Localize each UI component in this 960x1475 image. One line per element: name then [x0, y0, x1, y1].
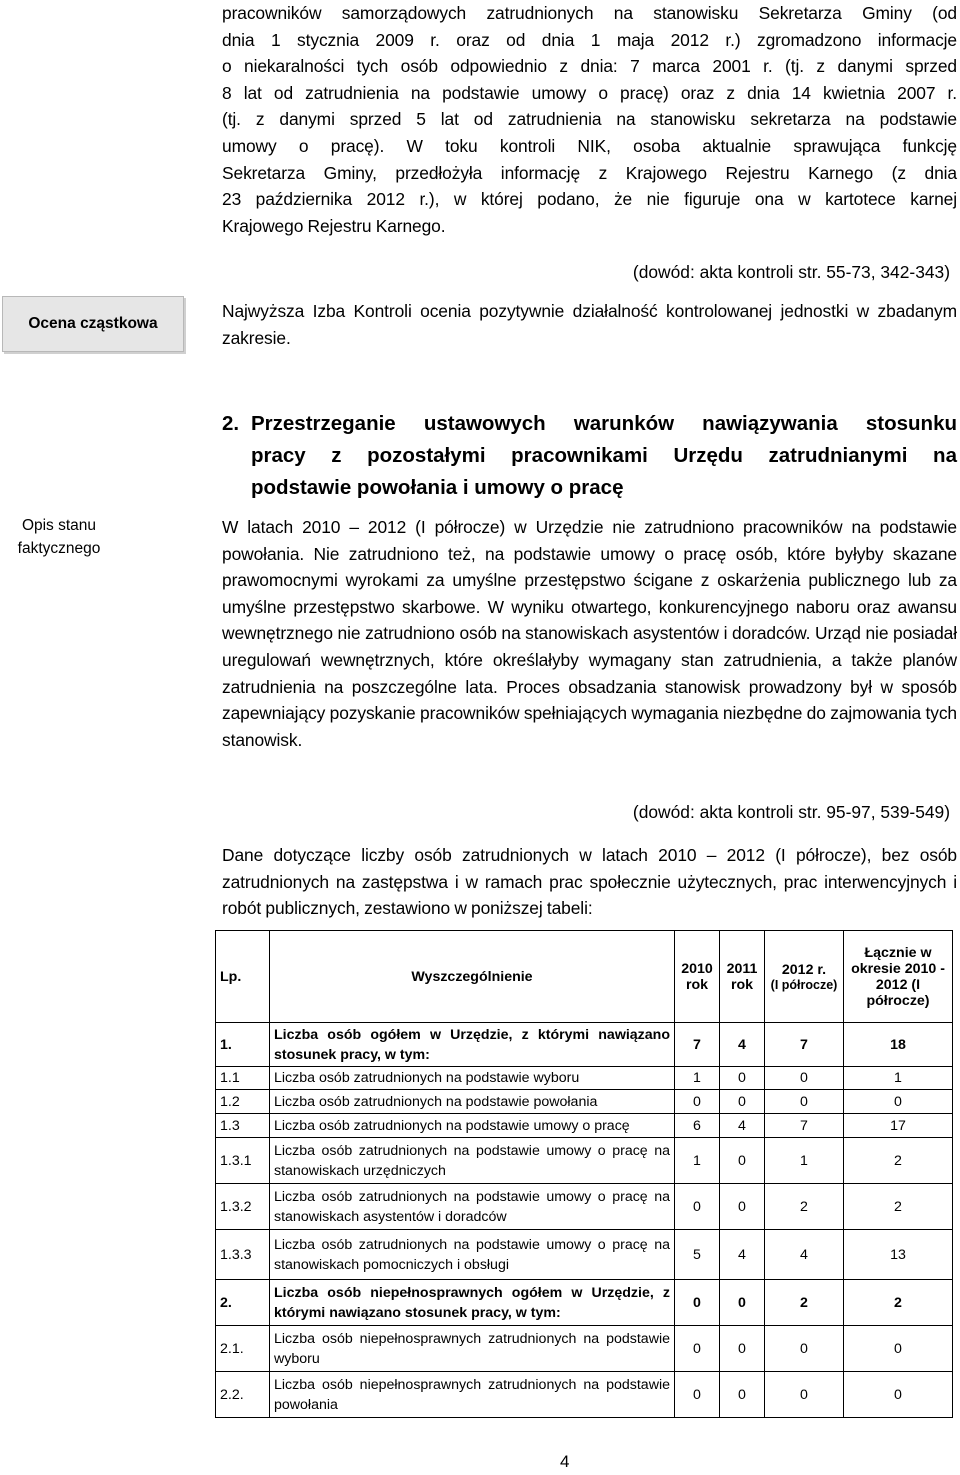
row-2012: 0	[765, 1326, 844, 1372]
row-description: Liczba osób zatrudnionych na podstawie powołania	[270, 1090, 675, 1114]
row-2011: 4	[720, 1023, 765, 1067]
intro-paragraph	[222, 0, 957, 239]
table-row	[216, 1184, 953, 1230]
row-2011: 4	[720, 1230, 765, 1280]
intro-line-8: 23 października 2012 r.), w której podano, że nie figuruje ona w kartotece karnej	[222, 189, 957, 210]
row-2011: 0	[720, 1280, 765, 1326]
row-2010: 1	[675, 1138, 720, 1184]
row-lp: 2.2.	[216, 1372, 270, 1418]
table-row	[216, 1114, 953, 1138]
row-description: Liczba osób niepełnosprawnych zatrudnionych na podstawie powołania	[270, 1372, 675, 1418]
row-2012: 7	[765, 1023, 844, 1067]
partial-assessment-text: Najwyższa Izba Kontroli ocenia pozytywnie działalność kontrolowanej jednostki w zbadanym zakresie.	[222, 301, 957, 348]
row-total: 2	[844, 1184, 953, 1230]
row-2011: 0	[720, 1326, 765, 1372]
employment-table	[215, 930, 953, 1418]
intro-line-4: 8 lat od zatrudnienia na podstawie umowy o pracę) oraz z dnia 14 kwietnia 2007 r.	[222, 82, 957, 103]
fact-description-label: Opis stanu faktycznego	[17, 517, 101, 557]
row-lp: 2.	[216, 1280, 270, 1326]
table-header-row	[216, 931, 953, 1023]
row-description: Liczba osób zatrudnionych na podstawie umowy o pracę	[270, 1114, 675, 1138]
row-lp: 1.1	[216, 1067, 270, 1090]
heading-line-3: podstawie powołania i umowy o pracę	[251, 476, 624, 499]
partial-assessment-label: Ocena cząstkowa	[2, 296, 184, 352]
row-2010: 0	[675, 1372, 720, 1418]
row-lp: 1.3	[216, 1114, 270, 1138]
header-2012-year: 2012 r.	[781, 961, 827, 978]
row-2011: 0	[720, 1090, 765, 1114]
row-total: 2	[844, 1138, 953, 1184]
row-lp: 1.3.1	[216, 1138, 270, 1184]
row-2010: 6	[675, 1114, 720, 1138]
row-lp: 1.	[216, 1023, 270, 1067]
row-total: 17	[844, 1114, 953, 1138]
intro-line-5: (tj. z danymi sprzed 5 lat od zatrudnienia na stanowisku sekretarza na podstawie	[222, 109, 957, 130]
row-2012: 2	[765, 1184, 844, 1230]
row-2012: 0	[765, 1067, 844, 1090]
row-lp: 1.3.2	[216, 1184, 270, 1230]
row-2011: 4	[720, 1114, 765, 1138]
row-2012: 2	[765, 1280, 844, 1326]
intro-line-1: pracowników samorządowych zatrudnionych na stanowisku Sekretarza Gminy (od	[222, 3, 957, 23]
header-2012-half: (I półrocze)	[770, 977, 838, 992]
row-total: 18	[844, 1023, 953, 1067]
intro-line-7: Sekretarza Gminy, przedłożyła informację z Krajowego Rejestru Karnego (z dnia	[222, 162, 957, 183]
table-row	[216, 1067, 953, 1090]
row-total: 13	[844, 1230, 953, 1280]
header-2010: 2010 rok	[675, 931, 720, 1023]
evidence-reference-1: (dowód: akta kontroli str. 55-73, 342-343)	[632, 262, 950, 282]
header-2012	[765, 931, 844, 1023]
heading-line-2: pracy z pozostałymi pracownikami Urzędu zatrudnianymi na	[251, 444, 957, 467]
intro-line-6: umowy o pracę). W toku kontroli NIK, osoba aktualnie sprawująca funkcję	[222, 135, 957, 156]
row-2010: 0	[675, 1090, 720, 1114]
row-total: 0	[844, 1090, 953, 1114]
header-lp: Lp.	[216, 931, 270, 1023]
row-lp: 1.2	[216, 1090, 270, 1114]
section-paragraph: W latach 2010 – 2012 (I półrocze) w Urzędzie nie zatrudniono pracowników na podstawie powołania. Nie zatrudniono też, na podstawie umowy o pracę osób, które byłyby skazane prawomocnymi wyrokami za umyślne przestępstwo ścigane z oskarżenia publicznego lub za umyślne przestępstwo skarbowe. W wyniku otwartego, konkurencyjnego naboru oraz awansu wewnętrznego nie zatrudniono osób na stanowiskach asystentów i doradców. Urząd nie posiadał uregulowań wewnętrznych, które określałyby wymagany stan zatrudnienia, a także planów zatrudnienia na poszczególne lata. Proces obsadzania stanowisk prowadzony był w sposób zapewniający pozyskanie pracowników spełniających wymagania niezbędne do zajmowania tych stanowisk.	[222, 517, 957, 750]
header-total: Łącznie w okresie 2010 - 2012 (I półrocze)	[844, 931, 953, 1023]
table-row	[216, 1372, 953, 1418]
row-2010: 0	[675, 1280, 720, 1326]
row-description: Liczba osób niepełnosprawnych zatrudnionych na podstawie wyboru	[270, 1326, 675, 1372]
row-2012: 4	[765, 1230, 844, 1280]
row-2011: 0	[720, 1067, 765, 1090]
row-2011: 0	[720, 1138, 765, 1184]
row-lp: 1.3.3	[216, 1230, 270, 1280]
row-2010: 0	[675, 1326, 720, 1372]
row-total: 1	[844, 1067, 953, 1090]
intro-line-2: dnia 1 stycznia 2009 r. oraz od dnia 1 maja 2012 r.) zgromadzono informacje	[222, 29, 957, 50]
header-2011: 2011 rok	[720, 931, 765, 1023]
table-row	[216, 1090, 953, 1114]
row-2010: 5	[675, 1230, 720, 1280]
section-heading	[222, 408, 957, 504]
table-row	[216, 1023, 953, 1067]
row-description: Liczba osób zatrudnionych na podstawie wyboru	[270, 1067, 675, 1090]
row-description: Liczba osób zatrudnionych na podstawie umowy o pracę na stanowiskach urzędniczych	[270, 1138, 675, 1184]
row-description: Liczba osób niepełnosprawnych ogółem w Urzędzie, z którymi nawiązano stosunek pracy, w tym:	[270, 1280, 675, 1326]
row-2012: 1	[765, 1138, 844, 1184]
section-number: 2.	[222, 412, 240, 435]
row-description: Liczba osób zatrudnionych na podstawie umowy o pracę na stanowiskach pomocniczych i obsługi	[270, 1230, 675, 1280]
table-intro: Dane dotyczące liczby osób zatrudnionych w latach 2010 – 2012 (I półrocze), bez osób zatrudnionych na zastępstwa i w ramach prac społecznie użytecznych, prac interwencyjnych i robót publicznych, zestawiono w poniższej tabeli:	[222, 845, 957, 919]
row-2012: 0	[765, 1372, 844, 1418]
table-row	[216, 1138, 953, 1184]
row-2010: 7	[675, 1023, 720, 1067]
page-number: 4	[560, 1452, 570, 1471]
table-row	[216, 1326, 953, 1372]
row-2010: 0	[675, 1184, 720, 1230]
row-description: Liczba osób ogółem w Urzędzie, z którymi nawiązano stosunek pracy, w tym:	[270, 1023, 675, 1067]
evidence-reference-2: (dowód: akta kontroli str. 95-97, 539-549)	[632, 802, 950, 822]
row-description: Liczba osób zatrudnionych na podstawie umowy o pracę na stanowiskach asystentów i doradców	[270, 1184, 675, 1230]
heading-line-1: Przestrzeganie ustawowych warunków nawiązywania stosunku	[251, 412, 957, 435]
row-total: 0	[844, 1326, 953, 1372]
table-row	[216, 1230, 953, 1280]
row-2012: 0	[765, 1090, 844, 1114]
table-row	[216, 1280, 953, 1326]
row-total: 2	[844, 1280, 953, 1326]
row-total: 0	[844, 1372, 953, 1418]
row-2011: 0	[720, 1372, 765, 1418]
intro-line-3: o niekaralności tych osób odpowiednio z dnia: 7 marca 2001 r. (tj. z danymi sprzed	[222, 56, 957, 77]
header-description: Wyszczególnienie	[270, 931, 675, 1023]
row-2011: 0	[720, 1184, 765, 1230]
row-lp: 2.1.	[216, 1326, 270, 1372]
intro-line-9: Krajowego Rejestru Karnego.	[222, 215, 446, 236]
row-2012: 7	[765, 1114, 844, 1138]
row-2010: 1	[675, 1067, 720, 1090]
